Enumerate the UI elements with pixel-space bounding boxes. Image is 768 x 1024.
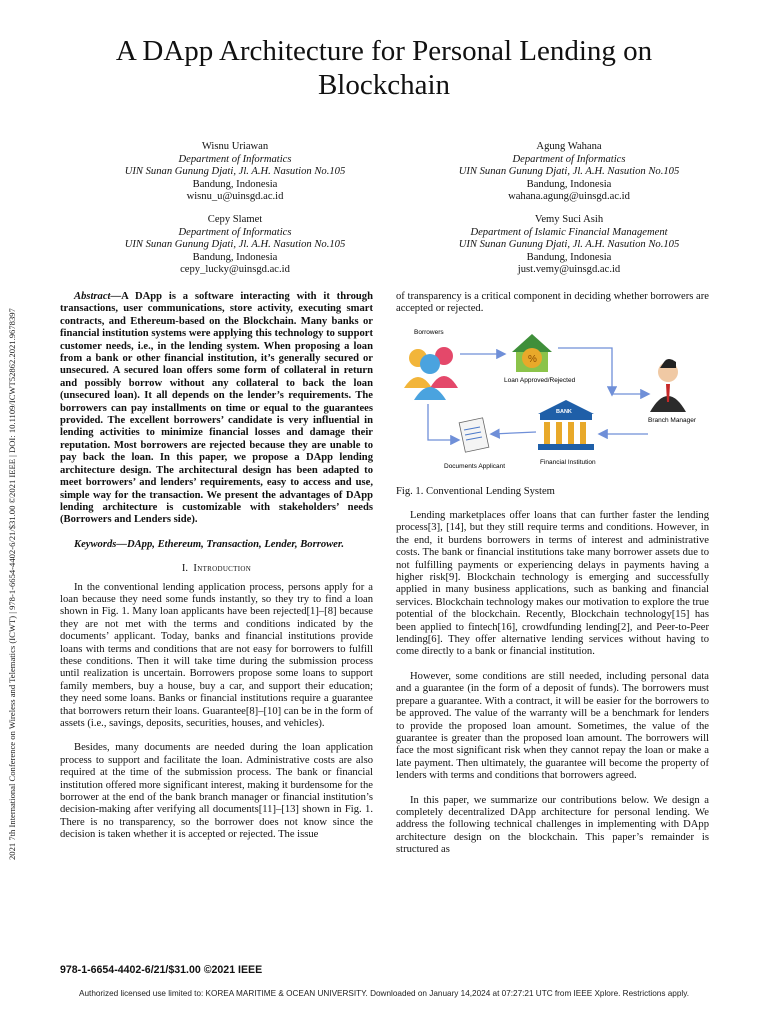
author-dept: Department of Islamic Financial Management: [470, 226, 668, 238]
branch-manager-icon: [650, 359, 686, 412]
author-dept: Department of Informatics: [178, 226, 292, 238]
bank-icon: [538, 400, 594, 450]
author-name: Cepy Slamet: [207, 214, 263, 225]
figure-conventional-lending: [400, 322, 700, 480]
paper-title: A DApp Architecture for Personal Lending on Blockchain: [115, 35, 653, 101]
house-coin-icon: [512, 334, 552, 372]
author-name: Agung Wahana: [536, 141, 602, 152]
right-paragraph-3: In this paper, we summarize our contributions below. We design a completely decentralized DApp architecture for personal lending. We address the following technical challenges in implementing with DApp architecture design on the blockchain. This paper’s remainder is structured as: [396, 794, 709, 856]
figure-caption: Fig. 1. Conventional Lending System: [396, 486, 555, 497]
author-inst: UIN Sunan Gunung Djati, Jl. A.H. Nasution No.105: [458, 239, 680, 251]
intro-paragraph-2: Besides, many documents are needed during the loan application process to support and facilitate the loan. Administrative costs are also required at the time of the submission process. The bank or financial institution offered more significant interest, making it burdensome for the borrower at the end of the bank branch manager or financial institution’s decision-making after verifying all documents[11]–[13] shown in Fig. 1. There is no transparency, so the borrower does not know since the decision is taken whether it is accepted or rejected. The issue: [60, 742, 373, 841]
label-financial-institution: Financial Institution: [540, 459, 596, 466]
label-branch-manager: Branch Manager: [648, 417, 697, 424]
author-block-4: [424, 214, 714, 277]
copyright-notice: 978-1-6654-4402-6/21/$31.00 ©2021 IEEE: [60, 964, 263, 976]
author-email: wisnu_u@uinsgd.ac.id: [186, 191, 284, 203]
documents-icon: [459, 418, 489, 452]
author-block-3: [90, 214, 380, 277]
right-paragraph-2: However, some conditions are still needed, including personal data and a guarantee (in the form of a deposit of funds). The borrowers must prepare a guarantee. With a contract, it will be easier for the borrowers to be approved. The value of the warranty will be a benchmark for lenders to provide the proposed loan amount. Sometimes, the value of the guarantee is greater than the proposed loan amount. The borrowers will face the most significant risk when they cannot repay the loan or make a late payment. Then ultimately, the guarantee will become the property of lenders with terms and conditions that borrowers agreed.: [396, 670, 709, 782]
right-continuation: of transparency is a critical component in deciding whether borrowers are accepted or rejected.: [396, 291, 709, 315]
abstract-label: Abstract: [74, 291, 111, 302]
svg-text:%: %: [528, 354, 537, 365]
label-documents: Documents Applicant: [444, 463, 506, 470]
intro-paragraph-1: In the conventional lending application process, persons apply for a loan because they need some funds instantly, so they try to find a loan shown in Fig. 1. Many loan applicants have been rejected[1]–[8] because they are not met with the terms and conditions indicated by the documents’ applicant. Today, banks and financial institutions provide loans with terms and conditions that are not easy for borrowers to fulfill these conditions. Then it will take time during the submission process until realization is uncertain. Borrowers propose some loans to support family members, buy a house, buy a car, and support their education; they need some loans. Banks or financial institutions require a guarantee that borrowers return their loans. Guarantee[8]–[10] can be in the form of assets (i.e., savings, deposits, securities, houses, and vehicles).: [60, 581, 373, 729]
author-dept: Department of Informatics: [512, 153, 626, 165]
author-name: Wisnu Uriawan: [201, 141, 269, 152]
section-title: Introduction: [193, 563, 252, 575]
abstract-text: —A DApp is a software interacting with it through transactions, user communications, store activity, executing smart contracts, and Ethereum-based on the Blockchain. Many banks or financial institution systems were applying this technology to support customer needs, i.e., in the lending system. When proposing a loan from a bank or other financial institution, it’s generally secured or unsecured. A secured loan offers some form of collateral in return and possibly borrow without any collateral to back the loan (unsecured loan). It all depends on the lender’s requirements. The borrowers can pay installments on time or equal to the guarantees provided. The excellent borrowers’ candidate is very influential in lending activities to minimize financial losses and damage their reputation. Most borrowers are rejected because they are unable to pay back the loan. In this paper, we propose a DApp lending architecture design. The architectural design has been adapted to meet borrowers’ and lenders’ requirements, easy to access and use, simple way for the transaction. We present the advantages of DApp lending architecture is customizable with stakeholders’ needs (Borrowers and Lenders side).: [60, 291, 373, 526]
author-city: Bandung, Indonesia: [192, 251, 278, 263]
label-bank: BANK: [556, 409, 572, 415]
label-borrowers: Borrowers: [414, 329, 444, 336]
section-heading: [60, 563, 373, 575]
author-inst: UIN Sunan Gunung Djati, Jl. A.H. Nasution No.105: [458, 166, 680, 178]
author-email: wahana.agung@uinsgd.ac.id: [508, 191, 630, 203]
keywords: [60, 539, 373, 551]
section-number: I.: [181, 563, 189, 575]
left-column: [60, 291, 373, 842]
borrowers-icon: [404, 347, 458, 400]
author-inst: UIN Sunan Gunung Djati, Jl. A.H. Nasution No.105: [124, 166, 346, 178]
author-city: Bandung, Indonesia: [192, 178, 278, 190]
right-paragraph-1: Lending marketplaces offer loans that can further faster the lending process[3], [14], but they still require terms and conditions. However, in the end, it burdens borrowers in terms of interest and administrative costs. The bank or financial institutions take many borrower assets due to not fulfilling payments or experiencing delays in payments having a higher risk[9]. Blockchain technology is emerging and successfully applied in many business applications, such as banking and financial services. Blockchain technology makes our motivation to explore the true potential of the blockchain. Recently, Blockchain technology[15] has been applied to fintech[16], crowdfunding lending[2], and Peer-to-Peer lending[6]. They offer alternative lending services without having to come directly to a bank or financial institution.: [396, 510, 709, 658]
author-name: Vemy Suci Asih: [534, 214, 604, 225]
keywords-text: —DApp, Ethereum, Transaction, Lender, Borrower.: [116, 538, 345, 550]
right-column: [396, 291, 709, 316]
author-city: Bandung, Indonesia: [526, 251, 612, 263]
author-dept: Department of Informatics: [178, 153, 292, 165]
keywords-label: Keywords: [74, 538, 117, 550]
author-email: cepy_lucky@uinsgd.ac.id: [180, 264, 290, 276]
author-block-2: [424, 141, 714, 204]
license-footer: Authorized licensed use limited to: KOREA MARITIME & OCEAN UNIVERSITY. Downloaded on January 14,2024 at 07:27:21 UTC from IEEE Xplore. Restrictions apply.: [79, 989, 689, 998]
author-block-1: [90, 141, 380, 204]
author-city: Bandung, Indonesia: [526, 178, 612, 190]
label-loan-status: Loan Approved/Rejected: [504, 377, 576, 384]
abstract: [60, 291, 373, 527]
conference-side-text: 2021 7th International Conference on Wireless and Telematics (ICWT) | 978-1-6654-4402-6/21/$31.00 ©2021 IEEE | DOI: 10.1109/ICWT52862.2021.9678397: [7, 308, 17, 860]
author-email: just.vemy@uinsgd.ac.id: [517, 264, 621, 276]
right-column-body: [396, 510, 709, 857]
author-inst: UIN Sunan Gunung Djati, Jl. A.H. Nasution No.105: [124, 239, 346, 251]
